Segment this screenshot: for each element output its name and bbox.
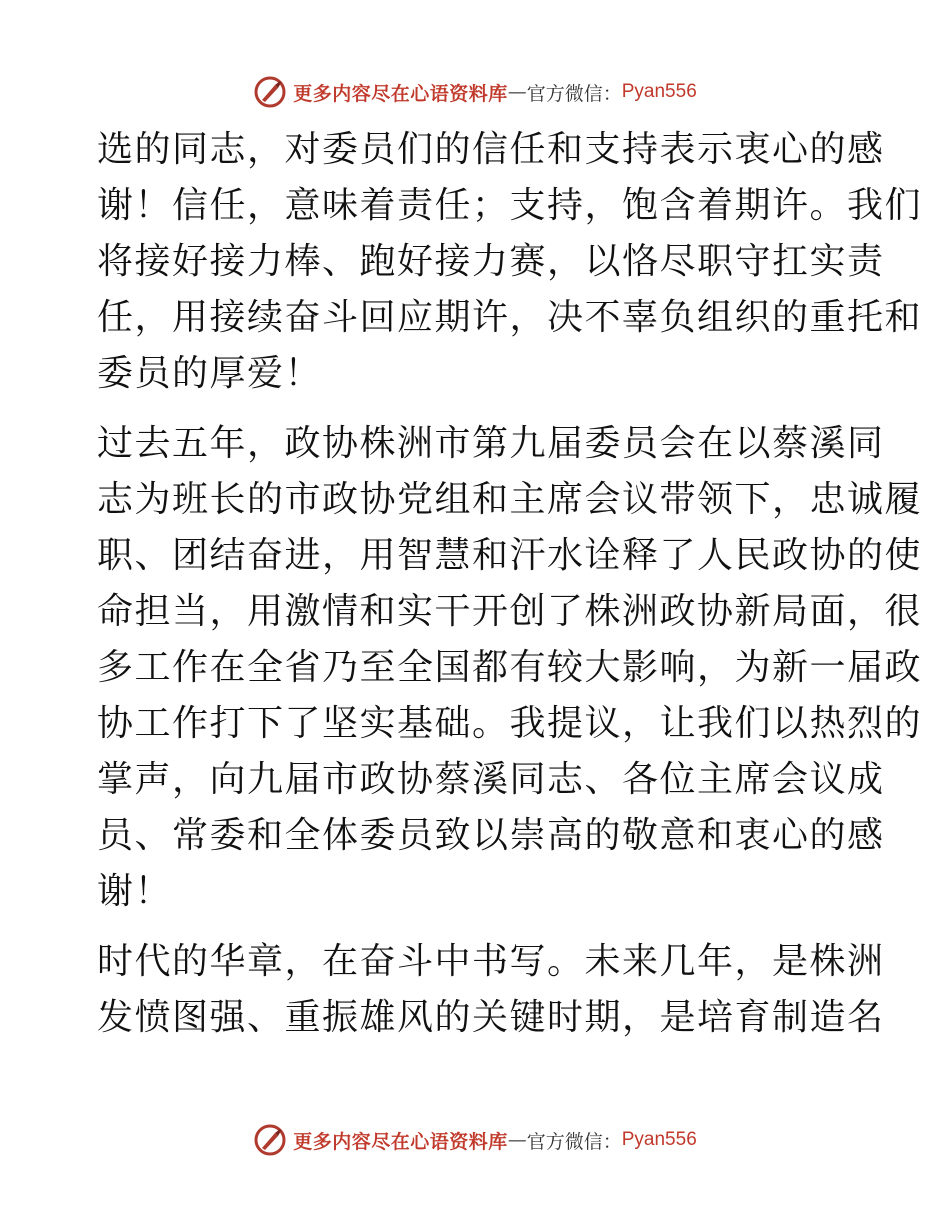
- footer-separator: —: [507, 1129, 527, 1151]
- footer-banner-text: 更多内容尽在心语资料库: [293, 1130, 508, 1153]
- document-body: [97, 122, 923, 1060]
- header-wechat-id: Pyan556: [621, 81, 697, 102]
- text-line: 职、团结奋进，用智慧和汗水诠释了人民政协的使: [97, 535, 923, 576]
- quill-pen-logo-icon: [253, 75, 287, 109]
- text-line: 命担当，用激情和实干开创了株洲政协新局面，很: [97, 591, 923, 632]
- text-line: 掌声，向九届市政协蔡溪同志、各位主席会议成: [97, 759, 885, 800]
- text-line: 志为班长的市政协党组和主席会议带领下，忠诚履: [97, 479, 923, 520]
- header-banner: [0, 72, 950, 112]
- text-line: 员、常委和全体委员致以崇高的敬意和衷心的感: [97, 815, 885, 856]
- footer-wechat-label: 官方微信：: [526, 1130, 622, 1153]
- footer-wechat-id: Pyan556: [621, 1129, 697, 1150]
- text-line: 过去五年，政协株洲市第九届委员会在以蔡溪同: [97, 423, 885, 464]
- text-line: 发愤图强、重振雄风的关键时期，是培育制造名: [97, 997, 885, 1038]
- header-separator: —: [507, 81, 527, 103]
- text-line: 谢！: [97, 871, 173, 912]
- text-line: 时代的华章，在奋斗中书写。未来几年，是株洲: [97, 941, 885, 982]
- paragraph-3: [97, 934, 885, 1046]
- text-line: 谢！信任，意味着责任；支持，饱含着期许。我们: [97, 185, 923, 226]
- text-line: 选的同志，对委员们的信任和支持表示衷心的感: [97, 129, 885, 170]
- text-line: 多工作在全省乃至全国都有较大影响，为新一届政: [97, 647, 923, 688]
- header-wechat-label: 官方微信：: [526, 82, 622, 105]
- text-line: 协工作打下了坚实基础。我提议，让我们以热烈的: [97, 703, 923, 744]
- text-line: 委员的厚爱！: [97, 353, 323, 394]
- paragraph-1: [97, 122, 923, 402]
- quill-pen-logo-icon: [253, 1123, 287, 1157]
- text-line: 将接好接力棒、跑好接力赛，以恪尽职守扛实责: [97, 241, 885, 282]
- header-banner-text: 更多内容尽在心语资料库: [293, 82, 508, 105]
- paragraph-2: [97, 416, 923, 920]
- footer-banner: [0, 1120, 950, 1160]
- text-line: 任，用接续奋斗回应期许，决不辜负组织的重托和: [97, 297, 923, 338]
